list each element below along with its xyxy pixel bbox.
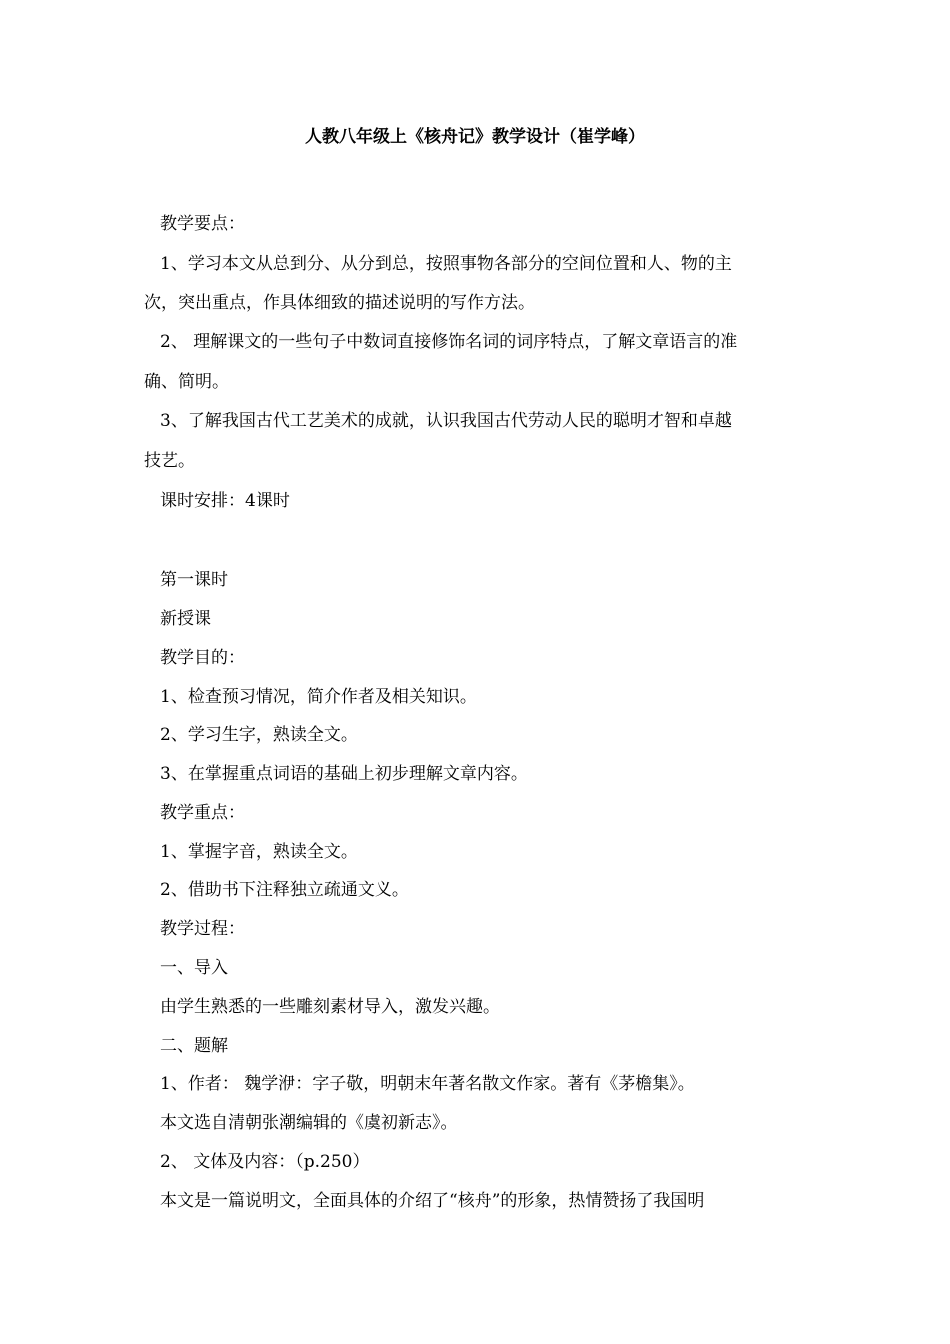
paragraph-line: 本文是一篇说明文，全面具体的介绍了“核舟”的形象，热情赞扬了我国明 bbox=[160, 1191, 705, 1211]
section-heading-first-lesson: 第一课时 bbox=[160, 570, 228, 590]
list-item: 1、作者： 魏学洢：字子敬，明朝末年著名散文作家。著有《茅檐集》。 bbox=[160, 1074, 695, 1094]
list-item: 2、借助书下注释独立疏通文义。 bbox=[160, 880, 409, 900]
section-heading-objectives: 教学目的： bbox=[160, 648, 245, 668]
document-title: 人教八年级上《核舟记》教学设计（崔学峰） bbox=[305, 127, 645, 147]
paragraph-line: 技艺。 bbox=[144, 451, 195, 471]
list-item: 2、学习生字，熟读全文。 bbox=[160, 725, 358, 745]
subheading-title-explanation: 二、题解 bbox=[160, 1036, 228, 1056]
paragraph-line: 3、了解我国古代工艺美术的成就，认识我国古代劳动人民的聪明才智和卓越 bbox=[160, 411, 732, 431]
subheading-introduction: 一、导入 bbox=[160, 958, 228, 978]
list-item: 1、检查预习情况，简介作者及相关知识。 bbox=[160, 687, 477, 707]
paragraph-line: 次，突出重点，作具体细致的描述说明的写作方法。 bbox=[144, 293, 535, 313]
section-heading-key-points: 教学重点： bbox=[160, 803, 245, 823]
paragraph-line: 2、 理解课文的一些句子中数词直接修饰名词的词序特点，了解文章语言的准 bbox=[160, 332, 738, 352]
lesson-type: 新授课 bbox=[160, 609, 211, 629]
list-item: 2、 文体及内容：（p.250） bbox=[160, 1152, 370, 1172]
paragraph-line: 本文选自清朝张潮编辑的《虞初新志》。 bbox=[160, 1113, 458, 1133]
list-item: 3、在掌握重点词语的基础上初步理解文章内容。 bbox=[160, 764, 528, 784]
paragraph-line: 由学生熟悉的一些雕刻素材导入，激发兴趣。 bbox=[160, 997, 500, 1017]
list-item: 1、掌握字音，熟读全文。 bbox=[160, 842, 358, 862]
schedule-line: 课时安排：4课时 bbox=[160, 491, 290, 511]
paragraph-line: 1、学习本文从总到分、从分到总，按照事物各部分的空间位置和人、物的主 bbox=[160, 254, 732, 274]
section-heading-teaching-points: 教学要点： bbox=[160, 214, 245, 234]
paragraph-line: 确、简明。 bbox=[144, 372, 229, 392]
section-heading-process: 教学过程： bbox=[160, 919, 245, 939]
